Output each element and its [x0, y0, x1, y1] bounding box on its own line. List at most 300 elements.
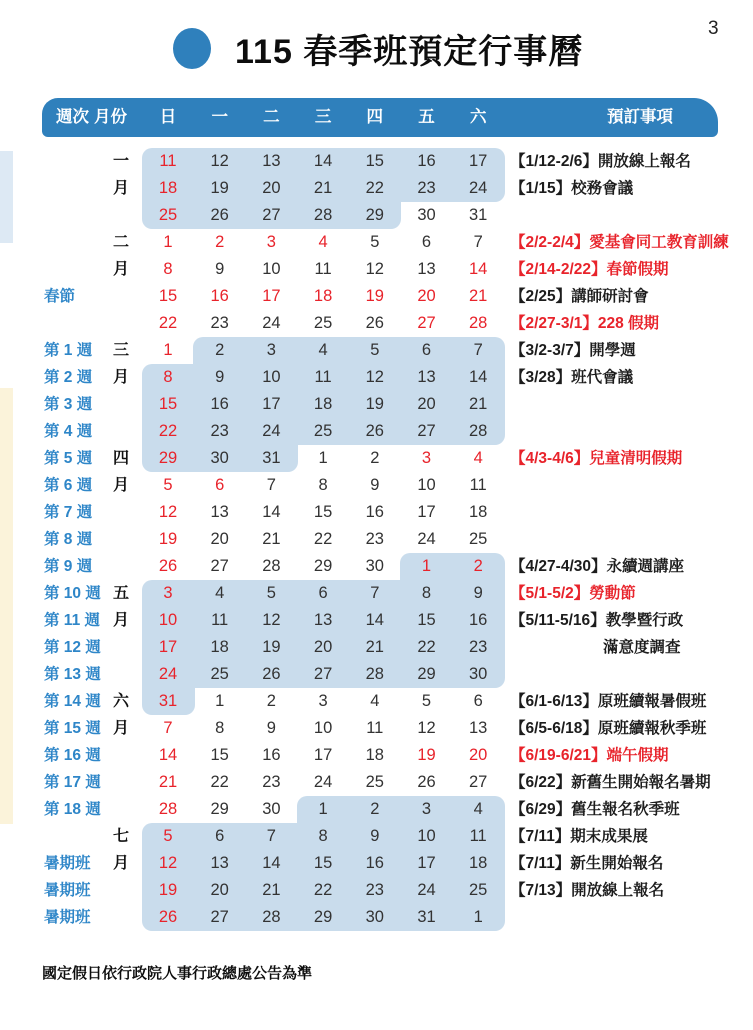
date-cell: 28 [469, 314, 488, 332]
month-label: 六 [112, 693, 129, 710]
date-cell: 3 [318, 692, 328, 710]
date-cell: 11 [159, 152, 177, 170]
calendar-row [0, 688, 753, 715]
event-text: 【7/11】期末成果展 [510, 828, 648, 845]
date-cell: 11 [469, 476, 487, 494]
date-cell: 24 [469, 179, 488, 197]
date-cell: 16 [210, 395, 229, 413]
event-text: 【5/1-5/2】勞動節 [510, 585, 636, 602]
week-label: 第 3 週 [44, 396, 93, 413]
date-cell: 3 [421, 449, 432, 467]
date-cell: 19 [158, 530, 178, 548]
calendar-row [0, 445, 753, 472]
date-cell: 29 [365, 206, 384, 224]
date-cell: 8 [163, 368, 173, 386]
date-cell: 14 [469, 368, 488, 386]
calendar-row [0, 742, 753, 769]
event-text: 【4/3-4/6】兒童清明假期 [510, 450, 683, 467]
date-cell: 10 [313, 719, 333, 737]
day-header: 六 [469, 108, 487, 126]
date-cell: 21 [313, 179, 333, 197]
date-cell: 14 [469, 260, 488, 278]
date-cell: 30 [262, 800, 281, 818]
date-cell: 24 [313, 773, 333, 791]
date-cell: 24 [417, 530, 436, 548]
date-cell: 8 [318, 827, 328, 845]
month-label: 七 [112, 828, 129, 845]
date-cell: 29 [417, 665, 436, 683]
month-label: 一 [112, 153, 129, 170]
calendar-row [0, 364, 753, 391]
date-cell: 23 [210, 314, 229, 332]
date-cell: 16 [417, 152, 436, 170]
date-cell: 27 [417, 314, 436, 332]
week-label: 第 11 週 [44, 612, 100, 629]
date-cell: 8 [215, 719, 225, 737]
bullet-circle-icon [173, 28, 211, 69]
month-label: 月 [112, 720, 129, 737]
date-cell: 2 [266, 692, 276, 710]
calendar-row [0, 229, 753, 256]
week-label: 第 18 週 [44, 801, 101, 818]
date-cell: 3 [266, 233, 276, 251]
date-cell: 28 [313, 206, 333, 224]
date-cell: 19 [158, 881, 178, 899]
week-label: 第 16 週 [44, 747, 101, 764]
month-label: 月 [112, 369, 129, 386]
event-text: 【6/5-6/18】原班續報秋季班 [510, 720, 707, 737]
date-cell: 31 [417, 908, 436, 926]
date-cell: 18 [469, 854, 488, 872]
date-cell: 17 [469, 152, 488, 170]
month-label: 月 [112, 261, 129, 278]
week-label: 第 17 週 [44, 774, 101, 791]
date-cell: 9 [266, 719, 276, 737]
date-cell: 15 [313, 503, 333, 521]
date-cell: 13 [210, 854, 229, 872]
date-cell: 10 [417, 827, 436, 845]
date-cell: 26 [158, 908, 178, 926]
date-cell: 4 [318, 233, 328, 251]
date-cell: 16 [469, 611, 488, 629]
date-cell: 14 [158, 746, 178, 764]
date-cell: 22 [158, 314, 178, 332]
date-cell: 22 [210, 773, 229, 791]
date-cell: 23 [365, 881, 384, 899]
date-cell: 16 [262, 746, 281, 764]
column-header-month: 月份 [94, 108, 127, 126]
date-cell: 24 [262, 422, 281, 440]
week-label: 第 7 週 [44, 504, 93, 521]
calendar-row [0, 283, 753, 310]
month-label: 月 [112, 855, 129, 872]
date-cell: 12 [210, 152, 229, 170]
date-cell: 17 [417, 854, 436, 872]
date-cell: 22 [313, 881, 333, 899]
date-cell: 14 [262, 854, 281, 872]
date-cell: 1 [215, 692, 225, 710]
calendar-row [0, 526, 753, 553]
date-cell: 26 [158, 557, 178, 575]
date-cell: 1 [318, 449, 328, 467]
date-cell: 9 [215, 260, 225, 278]
date-cell: 1 [318, 800, 328, 818]
date-cell: 12 [365, 368, 384, 386]
date-cell: 13 [469, 719, 488, 737]
date-cell: 30 [469, 665, 488, 683]
date-cell: 13 [417, 260, 436, 278]
week-label: 第 9 週 [44, 558, 93, 575]
date-cell: 12 [365, 260, 384, 278]
date-cell: 27 [469, 773, 488, 791]
date-cell: 11 [366, 719, 384, 737]
date-cell: 6 [421, 341, 432, 359]
date-cell: 25 [313, 314, 333, 332]
month-label: 月 [112, 612, 129, 629]
date-cell: 16 [365, 503, 384, 521]
date-cell: 4 [318, 341, 328, 359]
date-cell: 20 [313, 638, 333, 656]
calendar-row [0, 607, 753, 634]
date-cell: 23 [417, 179, 436, 197]
date-cell: 29 [313, 557, 333, 575]
date-cell: 26 [417, 773, 436, 791]
month-label: 五 [112, 585, 129, 602]
day-header: 三 [314, 108, 332, 126]
date-cell: 24 [262, 314, 281, 332]
date-cell: 27 [210, 557, 229, 575]
date-cell: 20 [210, 881, 229, 899]
day-header: 一 [211, 108, 228, 126]
calendar-row [0, 418, 753, 445]
date-cell: 25 [313, 422, 333, 440]
date-cell: 16 [365, 854, 384, 872]
week-label: 第 14 週 [44, 693, 101, 710]
date-cell: 24 [417, 881, 436, 899]
date-cell: 23 [469, 638, 488, 656]
date-cell: 20 [210, 530, 229, 548]
month-label: 四 [112, 450, 129, 467]
calendar-row [0, 580, 753, 607]
date-cell: 8 [421, 584, 432, 602]
event-text: 【2/14-2/22】春節假期 [510, 261, 669, 278]
day-header: 四 [366, 108, 384, 126]
date-cell: 2 [215, 233, 225, 251]
calendar-row [0, 337, 753, 364]
week-label: 第 6 週 [44, 477, 93, 494]
date-cell: 14 [365, 611, 384, 629]
date-cell: 4 [370, 692, 380, 710]
date-cell: 20 [262, 179, 281, 197]
column-header-week: 週次 [56, 108, 89, 126]
date-cell: 28 [262, 557, 281, 575]
date-cell: 29 [158, 449, 178, 467]
date-cell: 7 [473, 233, 483, 251]
date-cell: 21 [158, 773, 178, 791]
calendar-row [0, 877, 753, 904]
date-cell: 6 [421, 233, 432, 251]
date-cell: 10 [158, 611, 178, 629]
date-cell: 5 [370, 233, 380, 251]
date-cell: 28 [262, 908, 281, 926]
day-header: 日 [159, 108, 177, 126]
date-cell: 4 [473, 449, 483, 467]
date-cell: 23 [262, 773, 281, 791]
date-cell: 3 [421, 800, 432, 818]
date-cell: 13 [313, 611, 333, 629]
calendar-row [0, 796, 753, 823]
date-cell: 30 [417, 206, 436, 224]
month-label: 二 [112, 234, 129, 251]
date-cell: 26 [365, 422, 384, 440]
date-cell: 15 [158, 287, 178, 305]
date-cell: 25 [469, 530, 488, 548]
date-cell: 10 [262, 260, 281, 278]
event-text: 【3/2-3/7】開學週 [510, 342, 636, 359]
date-cell: 19 [210, 179, 229, 197]
date-cell: 4 [473, 800, 483, 818]
date-cell: 17 [262, 287, 281, 305]
date-cell: 23 [365, 530, 384, 548]
week-label: 暑期班 [44, 855, 91, 872]
date-cell: 21 [469, 395, 488, 413]
date-cell: 7 [473, 341, 483, 359]
date-cell: 27 [313, 665, 333, 683]
date-cell: 20 [469, 746, 488, 764]
date-cell: 20 [417, 287, 436, 305]
date-cell: 17 [158, 638, 178, 656]
date-cell: 15 [210, 746, 229, 764]
week-label: 第 8 週 [44, 531, 93, 548]
date-cell: 10 [417, 476, 436, 494]
event-text: 【7/13】開放線上報名 [510, 882, 665, 899]
date-cell: 31 [469, 206, 488, 224]
date-cell: 1 [163, 233, 173, 251]
event-text: 【3/28】班代會議 [510, 369, 634, 386]
header-bar [42, 98, 718, 137]
date-cell: 8 [318, 476, 328, 494]
date-cell: 1 [421, 557, 432, 575]
week-label: 第 10 週 [44, 585, 101, 602]
date-cell: 9 [370, 827, 380, 845]
date-cell: 25 [469, 881, 488, 899]
date-cell: 23 [210, 422, 229, 440]
date-cell: 18 [158, 179, 178, 197]
event-text: 【7/11】新生開始報名 [510, 855, 664, 872]
date-cell: 25 [365, 773, 384, 791]
date-cell: 28 [365, 665, 384, 683]
date-cell: 15 [365, 152, 384, 170]
calendar-row [0, 634, 753, 661]
week-label: 第 15 週 [44, 720, 101, 737]
date-cell: 2 [370, 800, 380, 818]
date-cell: 18 [210, 638, 229, 656]
date-cell: 15 [313, 854, 333, 872]
date-cell: 6 [473, 692, 483, 710]
date-cell: 30 [365, 908, 384, 926]
date-cell: 18 [313, 287, 333, 305]
date-cell: 6 [215, 476, 225, 494]
date-cell: 12 [262, 611, 281, 629]
calendar-row [0, 904, 753, 931]
date-cell: 22 [158, 422, 178, 440]
calendar-row [0, 175, 753, 202]
date-cell: 20 [417, 395, 436, 413]
date-cell: 7 [163, 719, 173, 737]
date-cell: 5 [163, 476, 173, 494]
date-cell: 2 [215, 341, 225, 359]
date-cell: 24 [158, 665, 178, 683]
date-cell: 1 [163, 341, 173, 359]
date-cell: 5 [163, 827, 173, 845]
week-label: 第 13 週 [44, 666, 101, 683]
calendar-row [0, 553, 753, 580]
week-label: 第 1 週 [44, 342, 93, 359]
event-text: 【1/15】校務會議 [510, 180, 634, 197]
date-cell: 26 [210, 206, 229, 224]
date-cell: 5 [370, 341, 380, 359]
week-label: 第 5 週 [44, 450, 93, 467]
page-title [173, 24, 583, 73]
calendar-row [0, 499, 753, 526]
week-label: 暑期班 [44, 882, 91, 899]
date-cell: 26 [262, 665, 281, 683]
calendar-row [0, 472, 753, 499]
event-text: 滿意度調查 [603, 639, 681, 656]
date-cell: 9 [215, 368, 225, 386]
date-cell: 17 [262, 395, 281, 413]
date-cell: 18 [469, 503, 488, 521]
date-cell: 15 [158, 395, 178, 413]
date-cell: 19 [365, 395, 384, 413]
date-cell: 13 [417, 368, 436, 386]
date-cell: 30 [210, 449, 229, 467]
date-cell: 3 [163, 584, 173, 602]
calendar-row [0, 715, 753, 742]
event-text: 【5/11-5/16】教學暨行政 [510, 612, 684, 629]
calendar-row [0, 661, 753, 688]
date-cell: 11 [211, 611, 229, 629]
date-cell: 3 [266, 341, 276, 359]
calendar-row [0, 256, 753, 283]
event-text: 【2/27-3/1】228 假期 [510, 315, 660, 332]
calendar-row [0, 823, 753, 850]
date-cell: 30 [365, 557, 384, 575]
date-cell: 12 [417, 719, 436, 737]
calendar-row [0, 391, 753, 418]
date-cell: 5 [421, 692, 432, 710]
calendar-row [0, 310, 753, 337]
week-label: 暑期班 [44, 909, 91, 926]
date-cell: 21 [365, 638, 384, 656]
date-cell: 15 [417, 611, 436, 629]
event-text: 【6/19-6/21】端午假期 [510, 747, 669, 764]
date-cell: 9 [370, 476, 380, 494]
week-label: 第 2 週 [44, 369, 93, 386]
month-label: 月 [112, 477, 129, 494]
day-header: 五 [418, 108, 435, 126]
date-cell: 7 [266, 827, 276, 845]
event-text: 【6/22】新舊生開始報名暑期 [510, 774, 711, 791]
date-cell: 4 [215, 584, 225, 602]
date-cell: 28 [469, 422, 488, 440]
calendar-row [0, 202, 753, 229]
date-cell: 28 [158, 800, 178, 818]
column-header-events: 預訂事項 [607, 108, 673, 126]
date-cell: 22 [417, 638, 436, 656]
week-label: 第 4 週 [44, 423, 93, 440]
event-text: 【1/12-2/6】開放線上報名 [510, 153, 691, 170]
day-header: 二 [263, 108, 280, 126]
date-cell: 6 [318, 584, 328, 602]
date-cell: 14 [313, 152, 333, 170]
week-label: 第 12 週 [44, 639, 101, 656]
date-cell: 8 [163, 260, 173, 278]
date-cell: 17 [313, 746, 333, 764]
date-cell: 5 [266, 584, 276, 602]
date-cell: 22 [365, 179, 384, 197]
date-cell: 22 [313, 530, 333, 548]
event-text: 【2/25】講師研討會 [510, 288, 649, 305]
date-cell: 16 [210, 287, 229, 305]
date-cell: 27 [210, 908, 229, 926]
date-cell: 27 [262, 206, 281, 224]
date-cell: 2 [370, 449, 380, 467]
calendar-row [0, 769, 753, 796]
date-cell: 13 [210, 503, 229, 521]
calendar-rows [0, 148, 753, 931]
date-cell: 7 [370, 584, 380, 602]
date-cell: 31 [262, 449, 281, 467]
date-cell: 29 [210, 800, 229, 818]
date-cell: 6 [215, 827, 225, 845]
month-label: 三 [112, 342, 129, 359]
page-title-text: 115 春季班預定行事曆 [235, 33, 584, 71]
event-text: 【6/1-6/13】原班續報暑假班 [510, 693, 707, 710]
footer-note: 國定假日依行政院人事行政總處公告為準 [42, 965, 313, 982]
date-cell: 19 [417, 746, 436, 764]
calendar-row [0, 850, 753, 877]
date-cell: 11 [314, 260, 332, 278]
date-cell: 13 [262, 152, 281, 170]
date-cell: 14 [262, 503, 281, 521]
week-label: 春節 [44, 288, 76, 305]
date-cell: 12 [158, 854, 178, 872]
date-cell: 21 [469, 287, 488, 305]
event-text: 【2/2-2/4】愛基會同工教育訓練 [510, 234, 729, 251]
date-cell: 29 [313, 908, 333, 926]
calendar-row [0, 148, 753, 175]
date-cell: 31 [158, 692, 178, 710]
date-cell: 10 [262, 368, 281, 386]
date-cell: 17 [417, 503, 436, 521]
date-cell: 9 [473, 584, 483, 602]
date-cell: 19 [262, 638, 281, 656]
date-cell: 26 [365, 314, 384, 332]
date-cell: 25 [158, 206, 178, 224]
date-cell: 11 [469, 827, 487, 845]
date-cell: 21 [262, 881, 281, 899]
page-number: 3 [708, 18, 719, 39]
date-cell: 25 [210, 665, 229, 683]
date-cell: 1 [473, 908, 483, 926]
date-cell: 21 [262, 530, 281, 548]
month-label: 月 [112, 180, 129, 197]
date-cell: 18 [365, 746, 384, 764]
date-cell: 11 [314, 368, 332, 386]
date-cell: 18 [313, 395, 333, 413]
event-text: 【6/29】舊生報名秋季班 [510, 801, 680, 818]
